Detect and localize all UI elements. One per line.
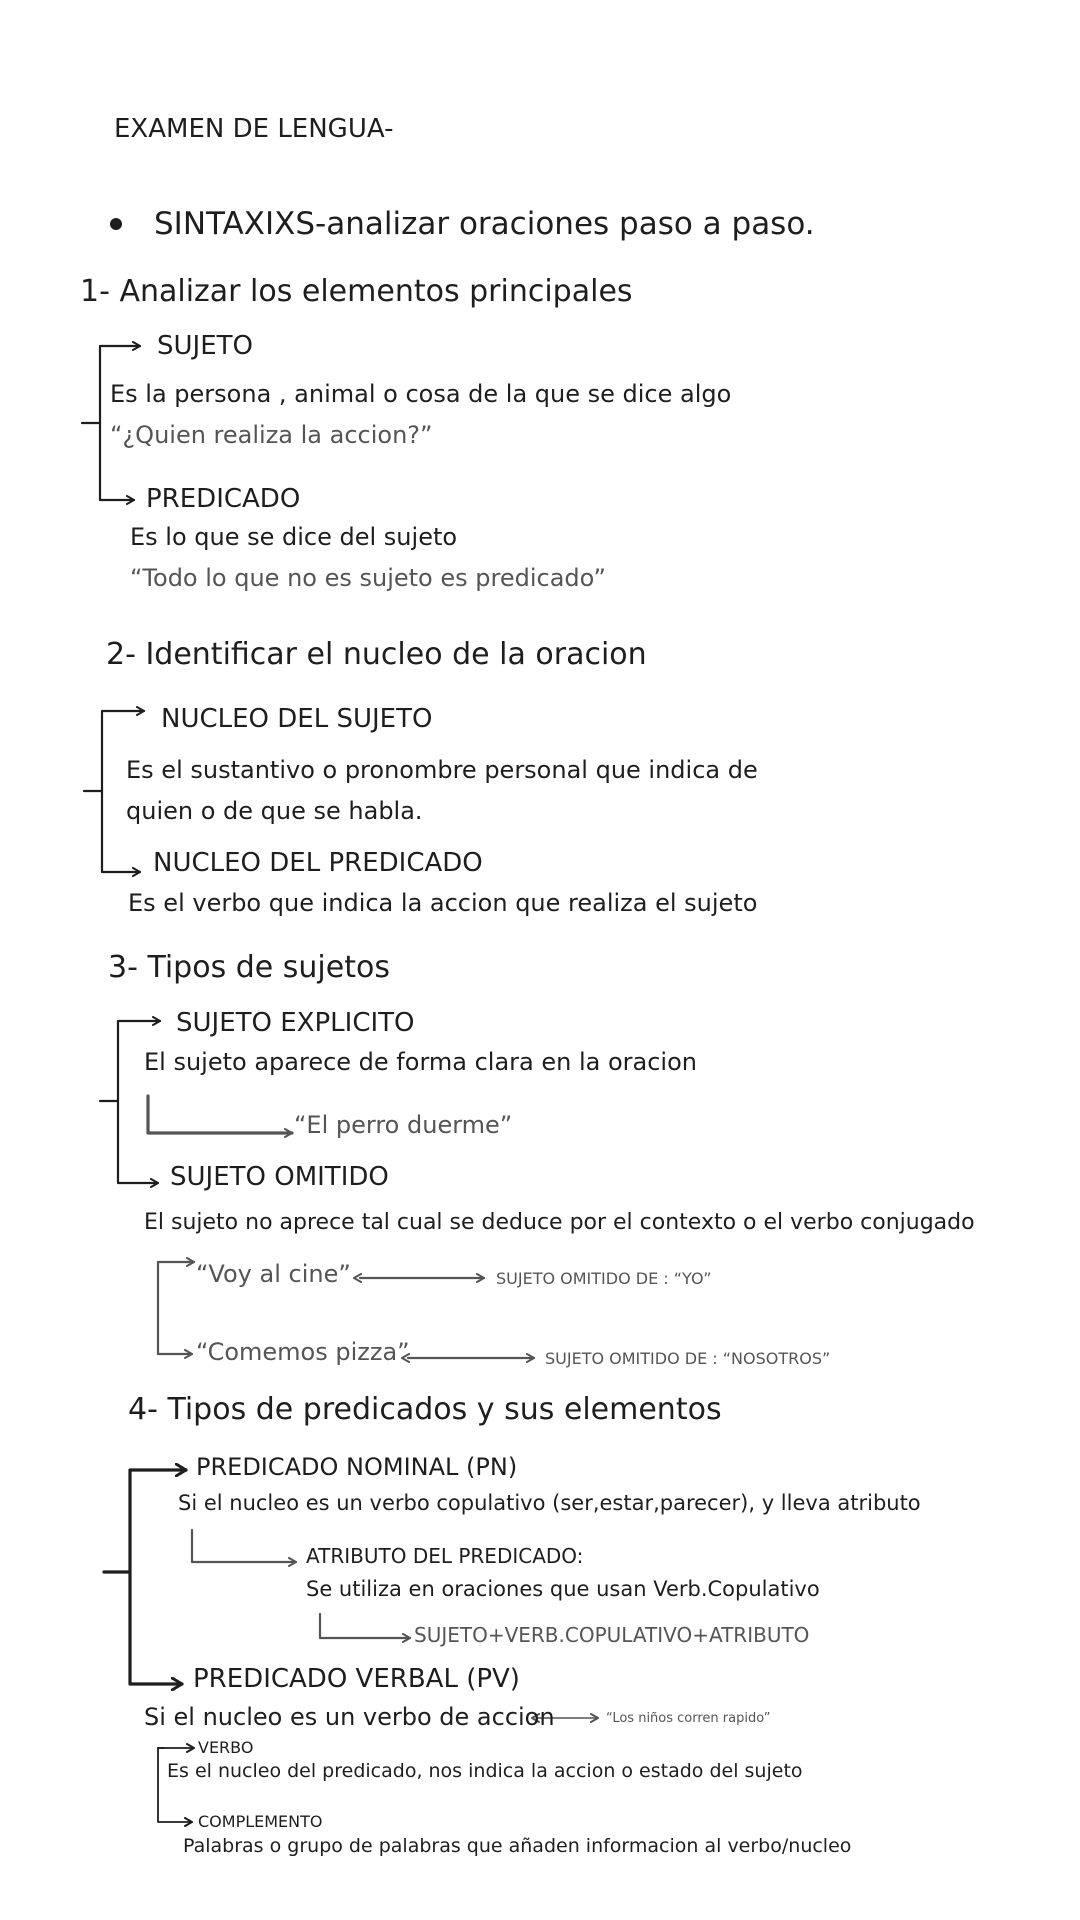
predicado-quote: “Todo lo que no es sujeto es predicado” [130,564,606,592]
sujeto-omitido-label: SUJETO OMITIDO [170,1162,389,1192]
nucleo-sujeto-definition-2: quien o de que se habla. [126,797,423,825]
predicado-nominal-definition: Si el nucleo es un verbo copulativo (ser,estar,parecer), y lleva atributo [178,1491,921,1515]
predicado-label: PREDICADO [146,484,301,514]
section-1-heading: 1- Analizar los elementos principales [80,274,633,309]
sujeto-question: “¿Quien realiza la accion?” [110,421,433,449]
sujeto-explicito-example: “El perro duerme” [294,1111,513,1139]
arrow-se-example [148,1096,292,1133]
verbo-definition: Es el nucleo del predicado, nos indica la accion o estado del sujeto [167,1760,803,1782]
omitido-example-1-note: SUJETO OMITIDO DE : “YO” [496,1269,712,1288]
section-3-heading: 3- Tipos de sujetos [108,950,390,985]
nucleo-sujeto-definition-1: Es el sustantivo o pronombre personal que indica de [126,756,758,784]
sujeto-explicito-label: SUJETO EXPLICITO [176,1008,415,1038]
verbo-label: VERBO [198,1738,254,1757]
sujeto-label: SUJETO [157,331,253,361]
formula-text: SUJETO+VERB.COPULATIVO+ATRIBUTO [414,1623,810,1647]
sujeto-omitido-definition: El sujeto no aprece tal cual se deduce por el contexto o el verbo conjugado [144,1210,975,1235]
complemento-label: COMPLEMENTO [198,1812,323,1831]
complemento-definition: Palabras o grupo de palabras que añaden informacion al verbo/nucleo [183,1835,852,1857]
bracket-so-examples [158,1262,192,1354]
nucleo-predicado-label: NUCLEO DEL PREDICADO [153,848,483,878]
atributo-label: ATRIBUTO DEL PREDICADO: [306,1544,584,1568]
omitido-example-2-note: SUJETO OMITIDO DE : “NOSOTROS” [545,1349,831,1368]
predicado-verbal-example: “Los niños corren rapido” [606,1711,771,1726]
sujeto-definition: Es la persona , animal o cosa de la que se dice algo [110,380,732,408]
arrow-atributo [192,1530,296,1562]
predicado-definition: Es lo que se dice del sujeto [130,523,458,551]
omitido-example-1: “Voy al cine” [196,1260,351,1288]
page-title: EXAMEN DE LENGUA- [114,114,394,144]
section-4-heading: 4- Tipos de predicados y sus elementos [128,1392,722,1427]
bullet-dot [110,218,122,230]
nucleo-predicado-definition: Es el verbo que indica la accion que realiza el sujeto [128,889,758,917]
bullet-text: SINTAXIXS-analizar oraciones paso a paso. [154,206,815,242]
arrow-formula [320,1614,410,1638]
sujeto-explicito-definition: El sujeto aparece de forma clara en la oracion [144,1048,697,1076]
predicado-verbal-label: PREDICADO VERBAL (PV) [193,1664,520,1694]
predicado-nominal-label: PREDICADO NOMINAL (PN) [196,1453,518,1481]
nucleo-sujeto-label: NUCLEO DEL SUJETO [161,704,433,734]
bracket-s2 [102,711,140,872]
predicado-verbal-definition: Si el nucleo es un verbo de accion [144,1703,555,1731]
section-2-heading: 2- Identificar el nucleo de la oracion [106,637,647,672]
bracket-s3 [118,1021,158,1183]
atributo-definition: Se utiliza en oraciones que usan Verb.Copulativo [306,1577,820,1601]
omitido-example-2: “Comemos pizza” [196,1338,410,1366]
